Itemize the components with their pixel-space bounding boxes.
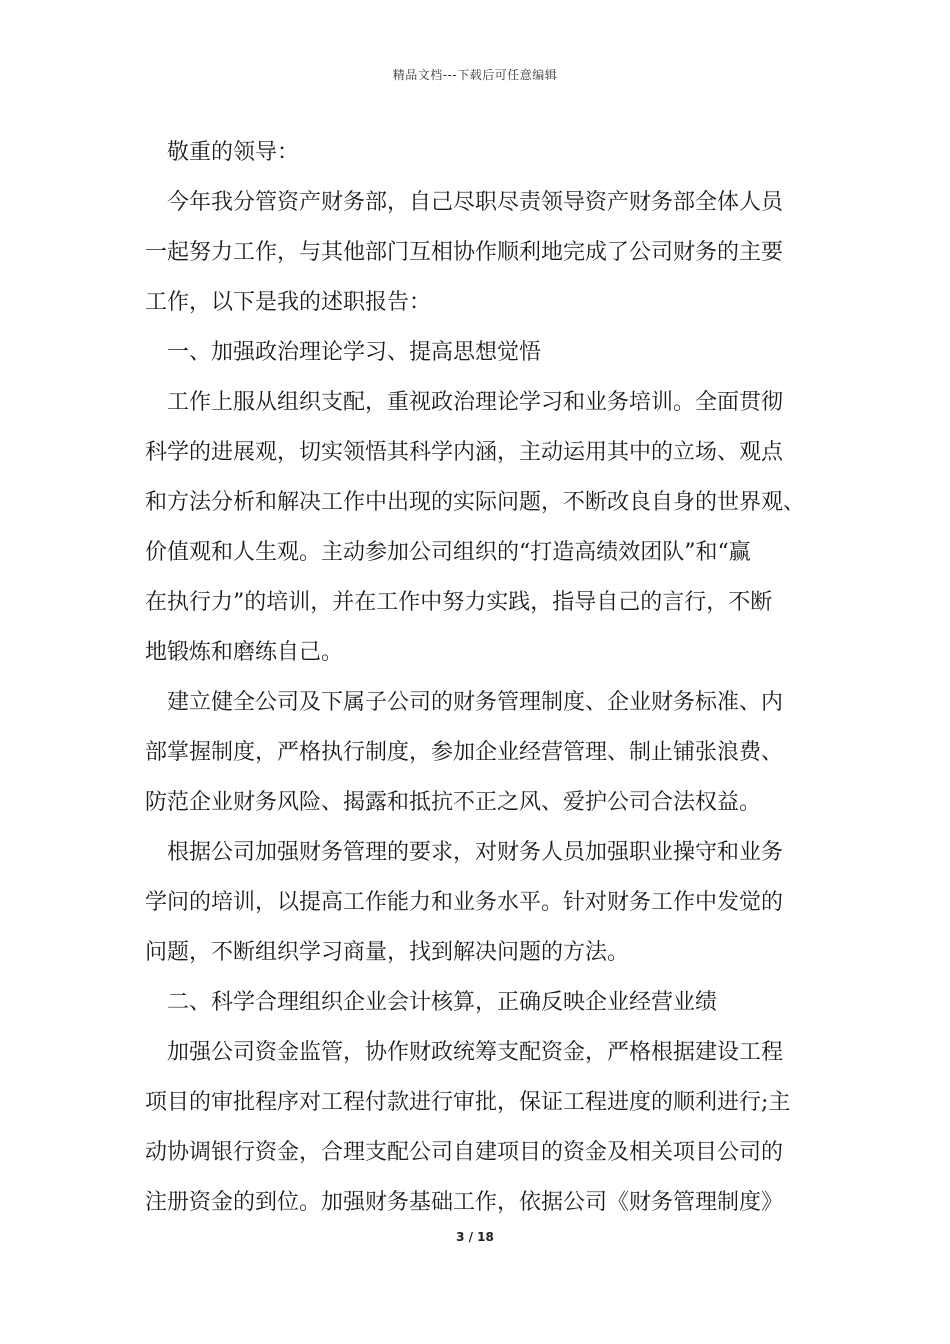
paragraph-line: 注册资金的到位。加强财务基础工作，依据公司《财务管理制度》 [145, 1190, 784, 1215]
paragraph-line: 地锻炼和磨练自己。 [145, 640, 344, 665]
paragraph-line: 价值观和人生观。主动参加公司组织的“打造高绩效团队”和“赢 [145, 540, 751, 565]
paragraph-line: 工作，以下是我的述职报告： [145, 290, 432, 315]
salutation-line: 敬重的领导： [167, 140, 300, 165]
paragraph-line: 部掌握制度，严格执行制度，参加企业经营管理、制止铺张浪费、 [145, 740, 784, 765]
paragraph-line: 和方法分析和解决工作中出现的实际问题，不断改良自身的世界观、 [145, 490, 806, 515]
paragraph-line: 问题，不断组织学习商量，找到解决问题的方法。 [145, 940, 630, 965]
page-header: 精品文档---下载后可任意编辑 [392, 68, 558, 82]
document-body [145, 128, 815, 1228]
paragraph-line: 加强公司资金监管，协作财政统筹支配资金，严格根据建设工程 [167, 1040, 784, 1065]
section-heading-2: 二、科学合理组织企业会计核算，正确反映企业经营业绩 [167, 990, 718, 1015]
paragraph-line: 科学的进展观，切实领悟其科学内涵，主动运用其中的立场、观点 [145, 440, 784, 465]
paragraph-line: 工作上服从组织支配，重视政治理论学习和业务培训。全面贯彻 [167, 390, 784, 415]
page-number: 3 / 18 [456, 1230, 494, 1244]
section-heading-1: 一、加强政治理论学习、提高思想觉悟 [167, 340, 542, 365]
paragraph-line: 防范企业财务风险、揭露和抵抗不正之风、爱护公司合法权益。 [145, 790, 762, 815]
paragraph-line: 一起努力工作，与其他部门互相协作顺利地完成了公司财务的主要 [145, 240, 784, 265]
paragraph-line: 根据公司加强财务管理的要求，对财务人员加强职业操守和业务 [167, 840, 784, 865]
paragraph-line: 动协调银行资金，合理支配公司自建项目的资金及相关项目公司的 [145, 1140, 784, 1165]
paragraph-line: 今年我分管资产财务部，自己尽职尽责领导资产财务部全体人员 [167, 190, 784, 215]
paragraph-line: 学问的培训，以提高工作能力和业务水平。针对财务工作中发觉的 [145, 890, 784, 915]
paragraph-line: 在执行力”的培训，并在工作中努力实践，指导自己的言行，不断 [145, 590, 773, 615]
paragraph-line: 建立健全公司及下属子公司的财务管理制度、企业财务标准、内 [167, 690, 784, 715]
paragraph-line: 项目的审批程序对工程付款进行审批，保证工程进度的顺利进行;主 [145, 1090, 791, 1115]
